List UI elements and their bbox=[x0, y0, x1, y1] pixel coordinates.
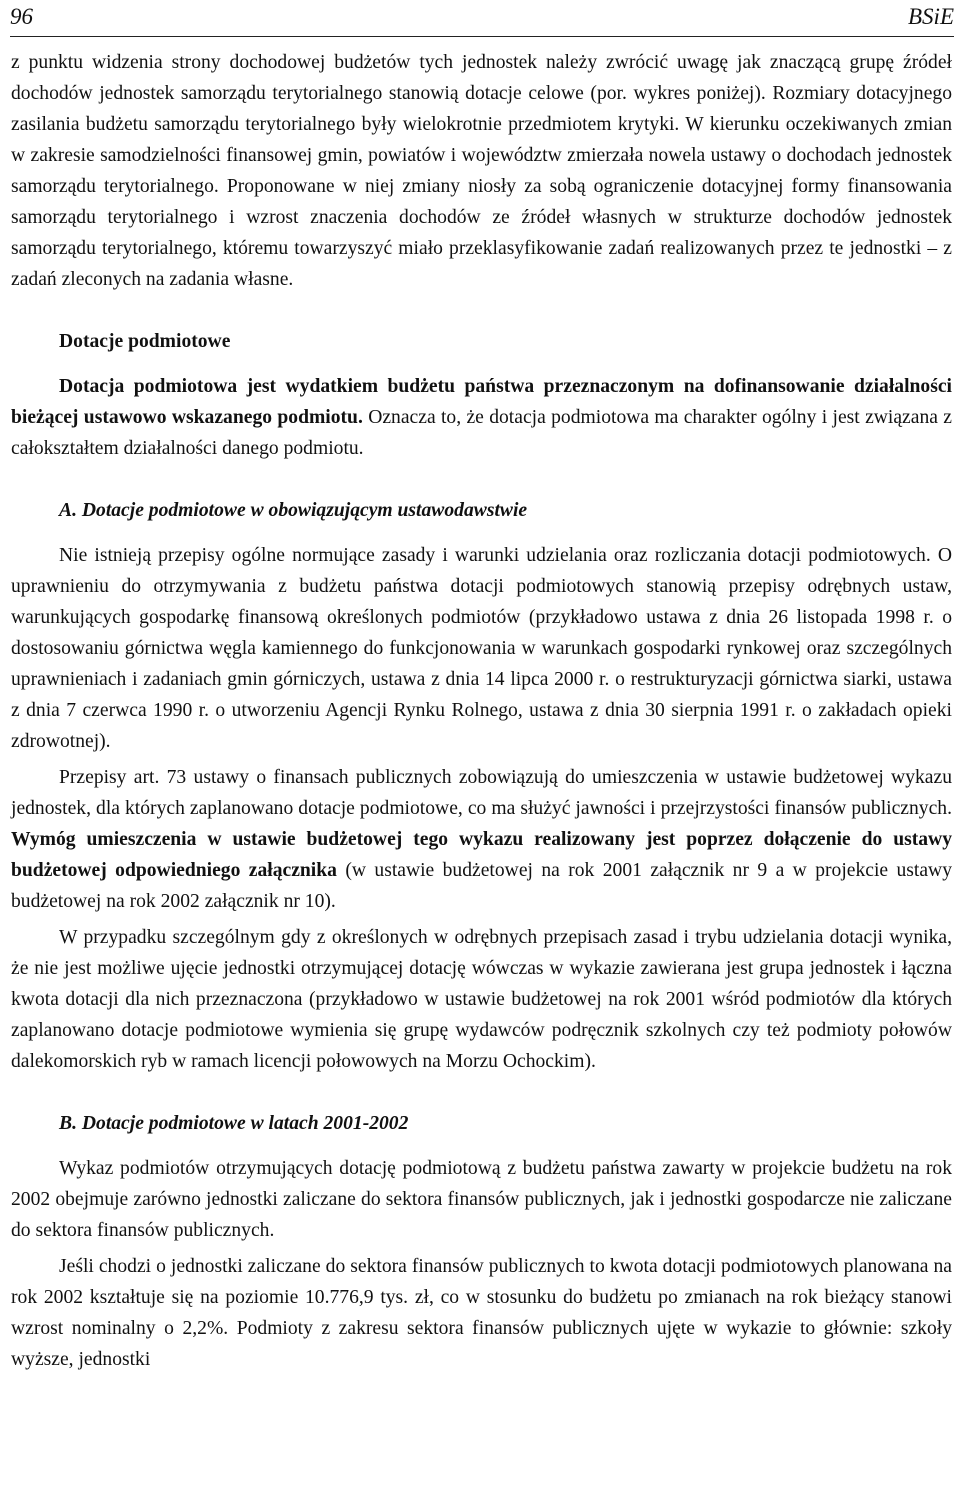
paragraph-intro: z punktu widzenia strony dochodowej budżetów tych jednostek należy zwrócić uwagę jak znaczącą grupę źródeł dochodów jednostek samorządu terytorialnego stanowią dotacje celowe (por. wykres poniżej). Rozmiary dotacyjnego zasilania budżetu samorządu terytorialnego były wielokrotnie przedmiotem krytyki. W kierunku oczekiwanych zmian w zakresie samodzielności finansowej gmin, powiatów i województw zmierzała nowela ustawy o dochodach jednostek samorządu terytorialnego. Proponowane w niej zmiany niosły za sobą ograniczenie dotacyjnej formy finansowania samorządu terytorialnego i wzrost znaczenia dochodów ze źródeł własnych w strukturze dochodów jednostek samorządu terytorialnego, któremu towarzyszyć miało przeklasyfikowanie zadań realizowanych przez te jednostki – z zadań zleconych na zadania własne. bbox=[11, 52, 952, 290]
art73-bold: Wymóg umieszczenia w ustawie budżetowej tego wykazu realizowany jest poprzez dołączenie do ustawy budżetowej odpowiedniego załącznika bbox=[11, 829, 952, 881]
journal-name: BSiE bbox=[908, 4, 954, 29]
page-header bbox=[10, 0, 954, 37]
section-title: Dotacje podmiotowe bbox=[59, 331, 231, 352]
definition-rest: Oznacza to, że dotacja podmiotowa ma charakter ogólny i jest związana z całokształtem działalności danego podmiotu. bbox=[11, 407, 952, 459]
paragraph-list: Wykaz podmiotów otrzymujących dotację podmiotową z budżetu państwa zawarty w projekcie budżetu na rok 2002 obejmuje zarówno jednostki zaliczane do sektora finansów publicznych, jak i jednostki gospodarcze nie zaliczane do sektora finansów publicznych. bbox=[11, 1158, 952, 1241]
art73-start: Przepisy art. 73 ustawy o finansach publicznych zobowiązują do umieszczenia w ustawie budżetowej wykazu jednostek, dla których zaplanowano dotacje podmiotowe, co ma służyć jawności i przejrzystości finansów publicznych. bbox=[11, 767, 952, 819]
paragraph-amounts: Jeśli chodzi o jednostki zaliczane do sektora finansów publicznych to kwota dotacji podmiotowych planowana na rok 2002 kształtuje się na poziomie 10.776,9 tys. zł, co w stosunku do budżetu po zmianach na rok bieżący stanowi wzrost nominalny o 2,2%. Podmioty z zakresu sektora finansów publicznych ujęte w wykazie to głównie: szkoły wyższe, jednostki bbox=[11, 1256, 952, 1370]
page-content bbox=[11, 47, 952, 1375]
heading-a: A. Dotacje podmiotowe w obowiązującym ustawodawstwie bbox=[59, 500, 528, 521]
page-number: 96 bbox=[10, 4, 33, 29]
art73-end: (w ustawie budżetowej na rok 2001 załącznik nr 9 a w projekcie ustawy budżetowej na rok 2002 załącznik nr 10). bbox=[11, 860, 952, 912]
definition-bold: Dotacja podmiotowa jest wydatkiem budżetu państwa przeznaczonym na dofinansowanie działalności bieżącej ustawowo wskazanego podmiotu. bbox=[11, 376, 952, 428]
paragraph-legislation: Nie istnieją przepisy ogólne normujące zasady i warunki udzielania oraz rozliczania dotacji podmiotowych. O uprawnieniu do otrzymywania z budżetu państwa dotacji podmiotowych stanowią przepisy odrębnych ustaw, warunkujących gospodarkę finansową określonych podmiotów (przykładowo ustawa z dnia 26 listopada 1998 r. o dostosowaniu górnictwa węgla kamiennego do funkcjonowania w warunkach gospodarki rynkowej oraz szczególnych uprawnieniach i zadaniach gmin górniczych, ustawa z dnia 14 lipca 2000 r. o restrukturyzacji górnictwa siarki, ustawa z dnia 7 czerwca 1990 r. o utworzeniu Agencji Rynku Rolnego, ustawa z dnia 30 sierpnia 1991 r. o zakładach opieki zdrowotnej). bbox=[11, 545, 952, 752]
paragraph-special-case: W przypadku szczególnym gdy z określonych w odrębnych przepisach zasad i trybu udzielania dotacji wynika, że nie jest możliwe ujęcie jednostki otrzymującej dotację wówczas w wykazie zawierana jest grupa jednostek i łączna kwota dotacji dla nich przeznaczona (przykładowo w ustawie budżetowej na rok 2001 wśród podmiotów dla których zaplanowano dotacje podmiotowe wymienia się grupę wydawców podręcznik szkolnych czy też podmioty połowów dalekomorskich ryb w ramach licencji połowowych na Morzu Ochockim). bbox=[11, 927, 952, 1072]
paragraph-definition bbox=[11, 371, 952, 464]
heading-b: B. Dotacje podmiotowe w latach 2001-2002 bbox=[59, 1113, 409, 1134]
paragraph-art73 bbox=[11, 762, 952, 917]
